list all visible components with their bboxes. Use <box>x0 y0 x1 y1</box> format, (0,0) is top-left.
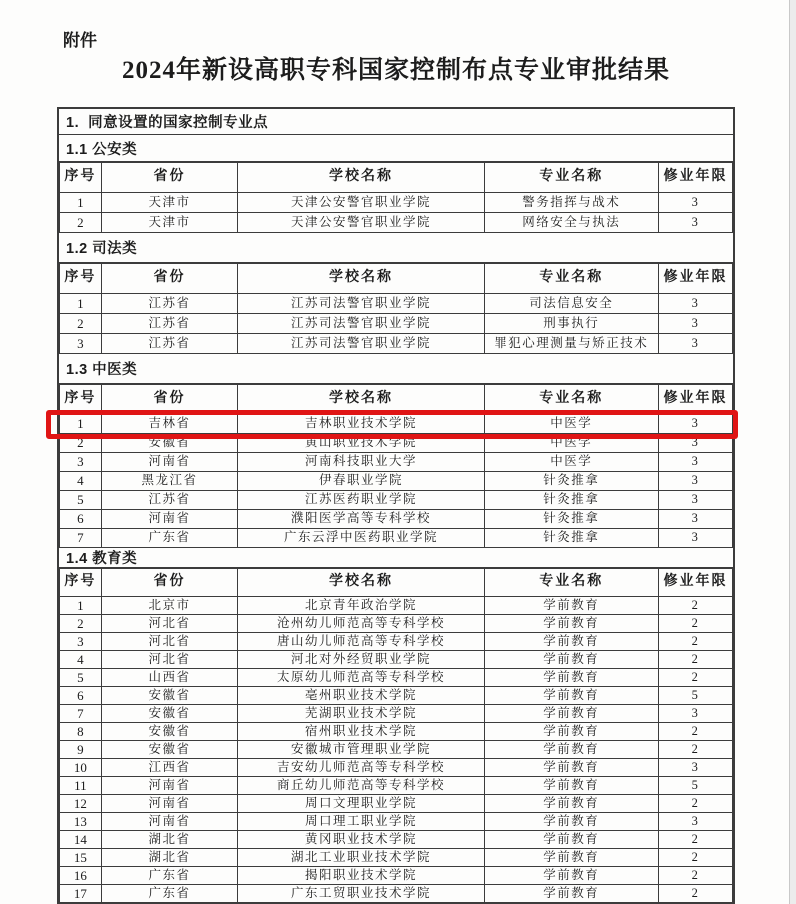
column-header: 专业名称 <box>484 569 658 597</box>
cell-index: 2 <box>60 615 102 633</box>
column-header: 修业年限 <box>658 385 732 415</box>
column-header: 专业名称 <box>484 264 658 294</box>
table-row <box>60 193 733 213</box>
cell-province: 河南省 <box>101 777 238 795</box>
table-row <box>60 759 733 777</box>
cell-duration: 3 <box>658 813 732 831</box>
cell-major: 学前教育 <box>484 795 658 813</box>
cell-major: 学前教育 <box>484 849 658 867</box>
cell-province: 安徽省 <box>101 434 238 453</box>
column-header: 省份 <box>101 163 238 193</box>
header-row <box>60 385 733 415</box>
cell-index: 6 <box>60 687 102 705</box>
cell-index: 2 <box>60 314 102 334</box>
cell-duration: 3 <box>658 294 732 314</box>
cell-major: 学前教育 <box>484 651 658 669</box>
cell-school: 江苏司法警官职业学院 <box>238 314 484 334</box>
section-heading: 1. 同意设置的国家控制专业点 <box>59 109 733 135</box>
cell-school: 天津公安警官职业学院 <box>238 213 484 233</box>
table-row <box>60 705 733 723</box>
cell-province: 吉林省 <box>101 415 238 434</box>
cell-major: 学前教育 <box>484 885 658 903</box>
cell-duration: 3 <box>658 434 732 453</box>
cell-index: 15 <box>60 849 102 867</box>
column-header: 省份 <box>101 264 238 294</box>
cell-major: 学前教育 <box>484 705 658 723</box>
cell-province: 安徽省 <box>101 705 238 723</box>
cell-province: 天津市 <box>101 193 238 213</box>
column-header: 修业年限 <box>658 264 732 294</box>
cell-school: 唐山幼儿师范高等专科学校 <box>238 633 484 651</box>
table-row <box>60 885 733 903</box>
cell-school: 吉林职业技术学院 <box>238 415 484 434</box>
table-row <box>60 777 733 795</box>
cell-school: 太原幼儿师范高等专科学校 <box>238 669 484 687</box>
cell-index: 2 <box>60 434 102 453</box>
category-section <box>59 548 733 903</box>
table-row <box>60 723 733 741</box>
cell-duration: 5 <box>658 687 732 705</box>
column-header: 学校名称 <box>238 264 484 294</box>
cell-school: 濮阳医学高等专科学校 <box>238 510 484 529</box>
cell-province: 江西省 <box>101 759 238 777</box>
cell-school: 揭阳职业技术学院 <box>238 867 484 885</box>
table-row <box>60 213 733 233</box>
cell-index: 4 <box>60 651 102 669</box>
cell-school: 江苏医药职业学院 <box>238 491 484 510</box>
category-label: 1.1 公安类 <box>59 135 733 162</box>
cell-duration: 3 <box>658 314 732 334</box>
table-row <box>60 615 733 633</box>
cell-major: 中医学 <box>484 415 658 434</box>
column-header: 省份 <box>101 385 238 415</box>
cell-duration: 3 <box>658 510 732 529</box>
table-row <box>60 510 733 529</box>
cell-duration: 2 <box>658 885 732 903</box>
cell-province: 河南省 <box>101 813 238 831</box>
cell-duration: 2 <box>658 669 732 687</box>
cell-school: 天津公安警官职业学院 <box>238 193 484 213</box>
table-row <box>60 294 733 314</box>
cell-major: 中医学 <box>484 453 658 472</box>
cell-school: 安徽城市管理职业学院 <box>238 741 484 759</box>
cell-duration: 2 <box>658 741 732 759</box>
cell-province: 河北省 <box>101 633 238 651</box>
cell-major: 学前教育 <box>484 867 658 885</box>
cell-major: 中医学 <box>484 434 658 453</box>
category-table <box>59 263 733 354</box>
column-header: 专业名称 <box>484 385 658 415</box>
cell-province: 湖北省 <box>101 849 238 867</box>
cell-major: 学前教育 <box>484 777 658 795</box>
category-label: 1.2 司法类 <box>59 233 733 263</box>
cell-duration: 3 <box>658 193 732 213</box>
cell-province: 江苏省 <box>101 294 238 314</box>
cell-school: 周口文理职业学院 <box>238 795 484 813</box>
column-header: 学校名称 <box>238 385 484 415</box>
cell-index: 14 <box>60 831 102 849</box>
table-row <box>60 741 733 759</box>
table-row <box>60 491 733 510</box>
approval-table <box>57 107 735 904</box>
table-row <box>60 813 733 831</box>
cell-school: 广东云浮中医药职业学院 <box>238 529 484 548</box>
cell-school: 黄冈职业技术学院 <box>238 831 484 849</box>
table-row <box>60 472 733 491</box>
table-row <box>60 529 733 548</box>
table-row <box>60 314 733 334</box>
cell-index: 3 <box>60 633 102 651</box>
table-row <box>60 651 733 669</box>
cell-duration: 3 <box>658 529 732 548</box>
cell-duration: 2 <box>658 615 732 633</box>
category-label: 1.3 中医类 <box>59 354 733 384</box>
cell-index: 10 <box>60 759 102 777</box>
cell-major: 针灸推拿 <box>484 510 658 529</box>
table-row <box>60 831 733 849</box>
cell-major: 罪犯心理测量与矫正技术 <box>484 334 658 354</box>
category-table <box>59 384 733 548</box>
category-table <box>59 568 733 903</box>
table-row <box>60 434 733 453</box>
cell-school: 芜湖职业技术学院 <box>238 705 484 723</box>
cell-province: 安徽省 <box>101 741 238 759</box>
table-row <box>60 453 733 472</box>
cell-school: 伊春职业学院 <box>238 472 484 491</box>
cell-province: 河北省 <box>101 615 238 633</box>
attachment-label: 附件 <box>63 31 97 50</box>
category-section <box>59 354 733 548</box>
cell-duration: 2 <box>658 795 732 813</box>
cell-index: 9 <box>60 741 102 759</box>
table-row <box>60 687 733 705</box>
cell-province: 黑龙江省 <box>101 472 238 491</box>
category-section <box>59 233 733 354</box>
header-row <box>60 569 733 597</box>
cell-duration: 2 <box>658 633 732 651</box>
cell-index: 1 <box>60 193 102 213</box>
cell-duration: 3 <box>658 491 732 510</box>
cell-duration: 3 <box>658 415 732 434</box>
table-row <box>60 795 733 813</box>
cell-index: 3 <box>60 453 102 472</box>
cell-province: 湖北省 <box>101 831 238 849</box>
cell-province: 河北省 <box>101 651 238 669</box>
cell-major: 司法信息安全 <box>484 294 658 314</box>
cell-major: 针灸推拿 <box>484 491 658 510</box>
cell-major: 学前教育 <box>484 633 658 651</box>
cell-school: 宿州职业技术学院 <box>238 723 484 741</box>
cell-duration: 2 <box>658 651 732 669</box>
category-section <box>59 135 733 233</box>
cell-major: 学前教育 <box>484 831 658 849</box>
column-header: 序号 <box>60 569 102 597</box>
column-header: 序号 <box>60 385 102 415</box>
cell-duration: 2 <box>658 723 732 741</box>
cell-index: 5 <box>60 669 102 687</box>
cell-index: 1 <box>60 597 102 615</box>
cell-province: 江苏省 <box>101 314 238 334</box>
cell-major: 针灸推拿 <box>484 529 658 548</box>
cell-province: 广东省 <box>101 867 238 885</box>
cell-index: 4 <box>60 472 102 491</box>
table-row <box>60 334 733 354</box>
cell-major: 学前教育 <box>484 723 658 741</box>
cell-major: 学前教育 <box>484 759 658 777</box>
cell-school: 湖北工业职业技术学院 <box>238 849 484 867</box>
cell-province: 广东省 <box>101 885 238 903</box>
cell-duration: 2 <box>658 831 732 849</box>
header-row <box>60 264 733 294</box>
column-header: 学校名称 <box>238 569 484 597</box>
column-header: 省份 <box>101 569 238 597</box>
table-row <box>60 867 733 885</box>
cell-major: 警务指挥与战术 <box>484 193 658 213</box>
cell-index: 13 <box>60 813 102 831</box>
cell-province: 天津市 <box>101 213 238 233</box>
cell-index: 16 <box>60 867 102 885</box>
cell-index: 7 <box>60 705 102 723</box>
cell-major: 学前教育 <box>484 669 658 687</box>
cell-province: 北京市 <box>101 597 238 615</box>
table-row <box>60 669 733 687</box>
table-row <box>60 597 733 615</box>
table-row <box>60 849 733 867</box>
cell-province: 广东省 <box>101 529 238 548</box>
column-header: 修业年限 <box>658 163 732 193</box>
cell-province: 安徽省 <box>101 723 238 741</box>
cell-duration: 3 <box>658 472 732 491</box>
cell-school: 江苏司法警官职业学院 <box>238 294 484 314</box>
cell-province: 山西省 <box>101 669 238 687</box>
cell-index: 8 <box>60 723 102 741</box>
cell-duration: 3 <box>658 334 732 354</box>
cell-province: 江苏省 <box>101 334 238 354</box>
cell-school: 沧州幼儿师范高等专科学校 <box>238 615 484 633</box>
cell-school: 河北对外经贸职业学院 <box>238 651 484 669</box>
cell-major: 网络安全与执法 <box>484 213 658 233</box>
cell-province: 江苏省 <box>101 491 238 510</box>
cell-duration: 3 <box>658 759 732 777</box>
category-sections <box>59 135 733 903</box>
cell-index: 7 <box>60 529 102 548</box>
cell-duration: 2 <box>658 849 732 867</box>
cell-index: 1 <box>60 415 102 434</box>
cell-index: 1 <box>60 294 102 314</box>
cell-major: 刑事执行 <box>484 314 658 334</box>
cell-school: 周口理工职业学院 <box>238 813 484 831</box>
category-label: 1.4 教育类 <box>59 548 733 568</box>
cell-school: 黄山职业技术学院 <box>238 434 484 453</box>
cell-index: 5 <box>60 491 102 510</box>
column-header: 序号 <box>60 163 102 193</box>
cell-province: 河南省 <box>101 453 238 472</box>
cell-duration: 3 <box>658 705 732 723</box>
cell-duration: 5 <box>658 777 732 795</box>
header-row <box>60 163 733 193</box>
cell-duration: 3 <box>658 453 732 472</box>
cell-index: 6 <box>60 510 102 529</box>
cell-index: 2 <box>60 213 102 233</box>
cell-major: 学前教育 <box>484 597 658 615</box>
cell-index: 11 <box>60 777 102 795</box>
cell-school: 江苏司法警官职业学院 <box>238 334 484 354</box>
page-title: 2024年新设高职专科国家控制布点专业审批结果 <box>121 57 670 84</box>
cell-school: 广东工贸职业技术学院 <box>238 885 484 903</box>
highlighted-row <box>60 415 733 434</box>
cell-index: 12 <box>60 795 102 813</box>
cell-school: 北京青年政治学院 <box>238 597 484 615</box>
cell-major: 学前教育 <box>484 687 658 705</box>
cell-duration: 2 <box>658 867 732 885</box>
cell-major: 学前教育 <box>484 615 658 633</box>
table-row <box>60 633 733 651</box>
column-header: 序号 <box>60 264 102 294</box>
cell-school: 河南科技职业大学 <box>238 453 484 472</box>
cell-major: 针灸推拿 <box>484 472 658 491</box>
category-table <box>59 162 733 233</box>
cell-index: 17 <box>60 885 102 903</box>
cell-school: 亳州职业技术学院 <box>238 687 484 705</box>
column-header: 修业年限 <box>658 569 732 597</box>
cell-school: 商丘幼儿师范高等专科学校 <box>238 777 484 795</box>
cell-major: 学前教育 <box>484 813 658 831</box>
cell-duration: 2 <box>658 597 732 615</box>
cell-province: 河南省 <box>101 795 238 813</box>
cell-province: 河南省 <box>101 510 238 529</box>
cell-school: 吉安幼儿师范高等专科学校 <box>238 759 484 777</box>
column-header: 学校名称 <box>238 163 484 193</box>
cell-index: 3 <box>60 334 102 354</box>
scan-edge <box>789 0 796 904</box>
cell-duration: 3 <box>658 213 732 233</box>
cell-province: 安徽省 <box>101 687 238 705</box>
column-header: 专业名称 <box>484 163 658 193</box>
cell-major: 学前教育 <box>484 741 658 759</box>
